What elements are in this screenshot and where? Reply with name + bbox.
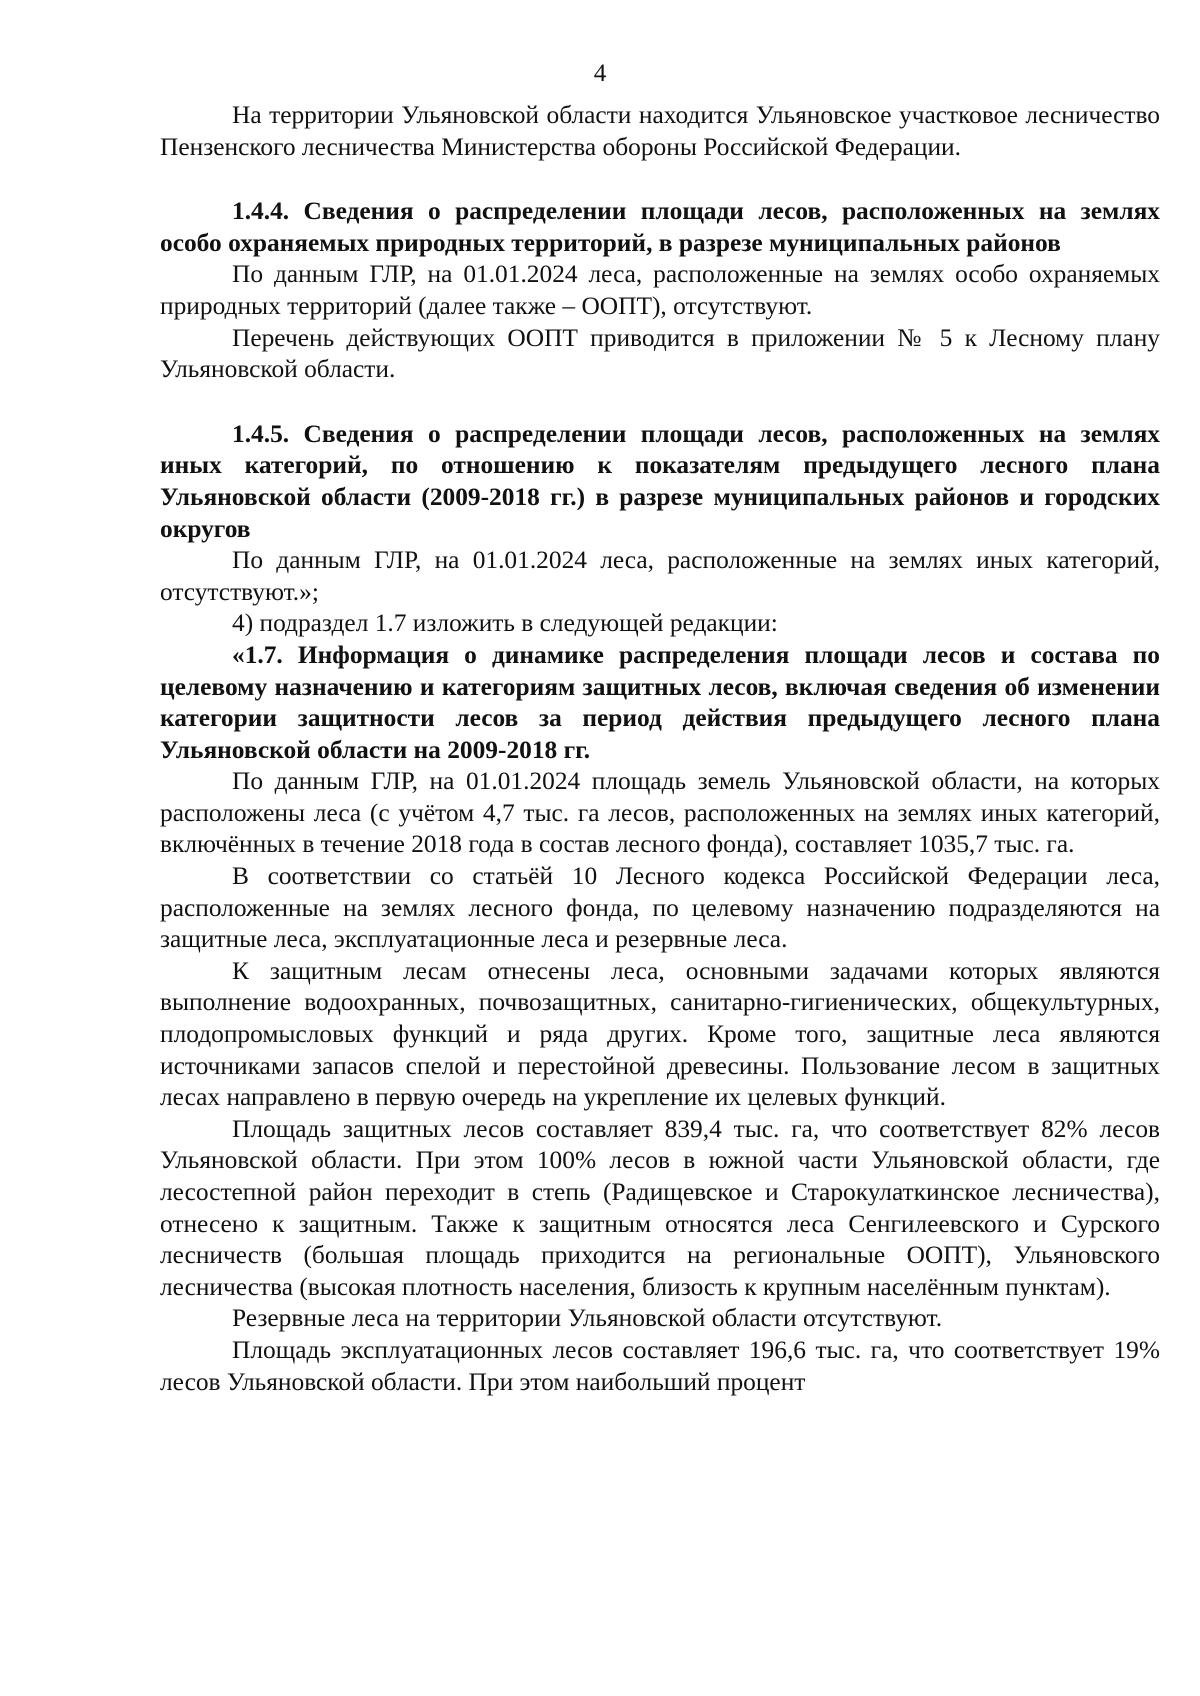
paragraph-protective-area: Площадь защитных лесов составляет 839,4 тыс. га, что соответствует 82% лесов Ульяновской области. При этом 100% лесов в южной части Ульяновской области, где лесостепной район переходит в степь (Радищевское и Старокулаткинское лесничества), отнесено к защитным. Также к защитным относятся леса Сенгилеевского и Сурского лесничеств (большая площадь приходится на региональные ООПТ), Ульяновского лесничества (высокая плотность населения, близость к крупным населённым пунктам). xyxy=(160,1114,1160,1301)
paragraph-protective-forests: К защитным лесам отнесены леса, основными задачами которых являются выполнение водоохранных, почвозащитных, санитарно-гигиенических, общекультурных, плодопромысловых функций и ряда других. Кроме того, защитные леса являются источниками запасов спелой и перестойной древесины. Пользование лесом в защитных лесах направлено в первую очередь на укрепление их целевых функций. xyxy=(160,956,1160,1112)
paragraph-total-area: По данным ГЛР, на 01.01.2024 площадь земель Ульяновской области, на которых расположены леса (с учётом 4,7 тыс. га лесов, расположенных на землях иных категорий, включённых в течение 2018 года в состав лесного фонда), составляет 1035,7 тыс. га. xyxy=(160,767,1160,859)
paragraph-oopt-list: Перечень действующих ООПТ приводится в приложении № 5 к Лесному плану Ульяновской области. xyxy=(160,323,1160,384)
section-heading-1-7: «1.7. Информация о динамике распределения площади лесов и состава по целевому назначению и категориям защитных лесов, включая сведения об изменении категории защитности лесов за период действия предыдущего лесного плана Ульяновской области на 2009-2018 гг. xyxy=(160,640,1160,764)
paragraph-mod-forestry: На территории Ульяновской области находится Ульяновское участковое лесничество Пензенского лесничества Министерства обороны Российской Федерации. xyxy=(160,101,1160,161)
document-body xyxy=(160,100,1160,1398)
section-heading-1-4-4: 1.4.4. Сведения о распределении площади лесов, расположенных на землях особо охраняемых природных территорий, в разрезе муниципальных районов xyxy=(160,197,1160,257)
paragraph-forest-code: В соответствии со статьёй 10 Лесного кодекса Российской Федерации леса, расположенные на землях лесного фонда, по целевому назначению подразделяются на защитные леса, эксплуатационные леса и резервные леса. xyxy=(160,862,1160,954)
page-number: 4 xyxy=(593,60,607,87)
paragraph-other-categories: По данным ГЛР, на 01.01.2024 леса, расположенные на землях иных категорий, отсутствуют.»; xyxy=(160,546,1160,606)
section-heading-1-4-5: 1.4.5. Сведения о распределении площади лесов, расположенных на землях иных категорий, по отношению к показателям предыдущего лесного плана Ульяновской области (2009-2018 гг.) в разрезе муниципальных районов и городских округов xyxy=(160,419,1160,543)
paragraph-reserve-forests: Резервные леса на территории Ульяновской области отсутствуют. xyxy=(232,1304,943,1333)
paragraph-exploitation-forests: Площадь эксплуатационных лесов составляет 196,6 тыс. га, что соответствует 19% лесов Ульяновской области. При этом наибольший процент xyxy=(160,1335,1160,1396)
paragraph-amendment-item-4: 4) подраздел 1.7 изложить в следующей редакции: xyxy=(232,609,778,638)
paragraph-oopt-absent: По данным ГЛР, на 01.01.2024 леса, расположенные на землях особо охраняемых природных территорий (далее также – ООПТ), отсутствуют. xyxy=(160,260,1160,320)
